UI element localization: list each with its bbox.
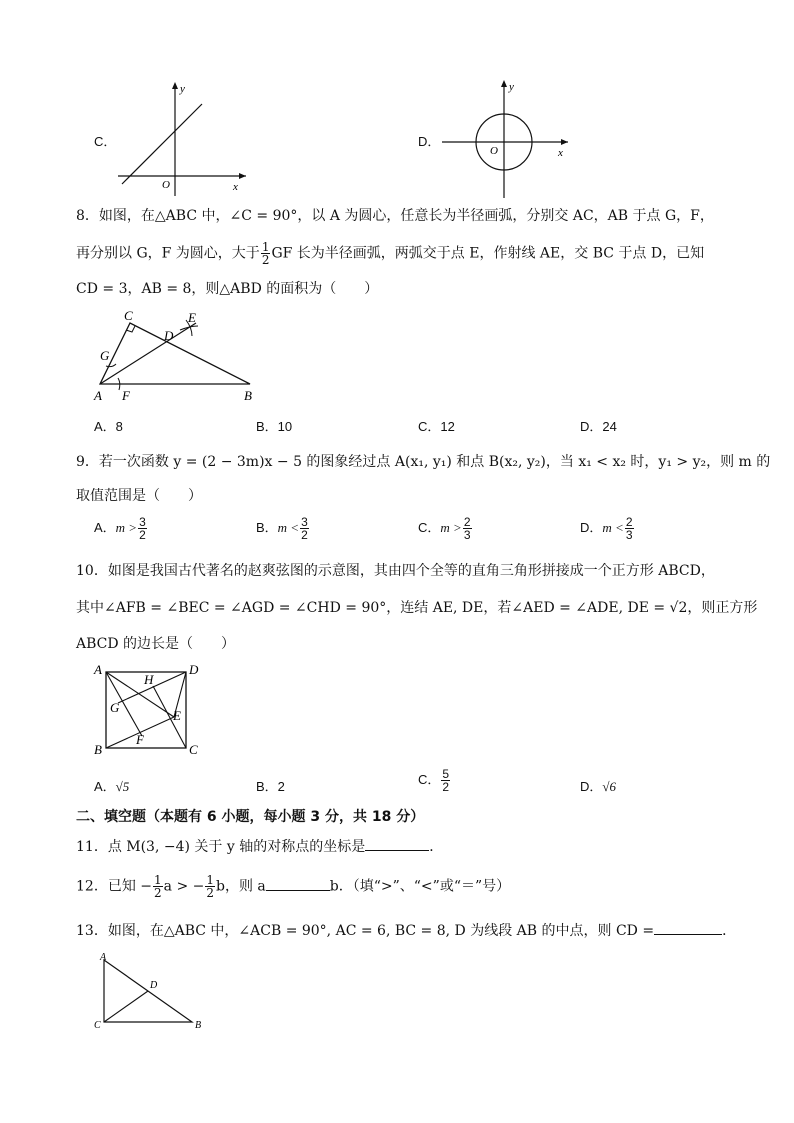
q10-option-a[interactable]: A．√5 (94, 779, 130, 794)
svg-text:G: G (100, 348, 110, 363)
q10-option-d[interactable]: D．√6 (580, 779, 617, 794)
q13-answer-blank[interactable] (654, 920, 722, 935)
q11-text: 11．点 M(3, −4) 关于 y 轴的对称点的坐标是 ． (76, 836, 443, 857)
svg-text:C: C (189, 742, 198, 757)
q9-option-b[interactable]: B．m < $\frac{3}{2}$ (256, 515, 308, 542)
x-axis-arrow (239, 173, 246, 179)
svg-text:B: B (195, 1020, 202, 1031)
origin-label: O (162, 179, 170, 191)
svg-text:C: C (94, 1020, 101, 1031)
q10-line-3: ABCD 的边长是（ ） (76, 636, 236, 652)
q13-text: 13．如图，在△ABC 中，∠ACB = 90°, AC = 6, BC = 8, D 为线段 AB 的中点，则 CD = ． (76, 920, 736, 941)
q12-answer-blank[interactable] (266, 876, 330, 891)
q9-line-2: 取值范围是（ ） (76, 488, 202, 504)
svg-text:A: A (94, 662, 102, 677)
q10-line-2: 其中∠AFB = ∠BEC = ∠AGD = ∠CHD = 90°，连结 AE, DE，若∠AED = ∠ADE, DE = √2，则正方形 (76, 600, 758, 616)
q8-line-3: CD = 3，AB = 8，则△ABD 的面积为（ ） (76, 281, 379, 297)
x-label: x (233, 181, 238, 193)
q8-line-1: 8．如图，在△ABC 中，∠C = 90°，以 A 为圆心，任意长为半径画弧，分别交 AC，AB 于点 G，F， (76, 208, 714, 224)
y-axis-arrow (172, 82, 178, 89)
q9-option-c[interactable]: C．m > $\frac{2}{3}$ (418, 515, 471, 542)
svg-text:x: x (558, 147, 563, 159)
q9-line-1: 9．若一次函数 y = (2 − 3m)x − 5 的图象经过点 A(x₁, y₁) 和点 B(x₂, y₂)，当 x₁ < x₂ 时，y₁ > y₂，则 m 的 (76, 454, 771, 470)
svg-text:G: G (110, 700, 120, 715)
svg-text:E: E (188, 310, 196, 325)
q8-option-c[interactable]: C．12 (418, 419, 455, 434)
svg-text:C: C (124, 308, 133, 323)
q10-line-1: 10．如图是我国古代著名的赵爽弦图的示意图，其由四个全等的直角三角形拼接成一个正方形 ABCD， (76, 563, 715, 579)
svg-text:A: A (100, 952, 107, 963)
svg-text:A: A (94, 388, 102, 403)
q10-option-c[interactable]: C． $\frac{5}{2}$ (418, 767, 450, 794)
q9-option-d[interactable]: D．m < $\frac{2}{3}$ (580, 515, 633, 542)
q11-answer-blank[interactable] (365, 836, 429, 851)
q8-option-a[interactable]: A．8 (94, 419, 123, 434)
svg-text:D: D (164, 328, 174, 343)
svg-text:D: D (150, 980, 158, 991)
svg-text:H: H (144, 672, 154, 687)
graph-line (122, 104, 202, 184)
q8-option-d[interactable]: D．24 (580, 419, 617, 434)
q9-option-a[interactable]: A．m > $\frac{3}{2}$ (94, 515, 146, 542)
svg-text:y: y (509, 81, 514, 93)
q7-option-d-label: D． (418, 134, 441, 149)
q8-figure (88, 306, 268, 404)
svg-text:B: B (94, 742, 102, 757)
q10-figure (90, 660, 210, 760)
svg-text:F: F (136, 732, 144, 747)
svg-text:B: B (244, 388, 252, 403)
q7-graph-d (440, 78, 572, 200)
q7-graph-c (118, 80, 250, 198)
section-heading-fill-blank: 二、填空题（本题有 6 小题，每小题 3 分，共 18 分） (76, 809, 425, 825)
q10-option-b[interactable]: B．2 (256, 779, 285, 794)
q13-figure (92, 950, 212, 1034)
svg-text:D: D (189, 662, 199, 677)
svg-text:E: E (173, 708, 181, 723)
q7-option-c-label: C． (94, 134, 117, 149)
q12-text: 12．已知 − $\frac{1}{2}$ a > − $\frac{1}{2}$ b，则 a b．（填“>”、“<”或“＝”号） (76, 873, 511, 900)
q8-option-b[interactable]: B．10 (256, 419, 293, 434)
svg-text:F: F (122, 388, 130, 403)
y-label: y (180, 83, 185, 95)
svg-text:O: O (490, 145, 498, 157)
q8-line-2: 再分别以 G，F 为圆心，大于 $\frac{1}{2}$ GF 长为半径画弧，两弧交于点 E，作射线 AE，交 BC 于点 D，已知 (76, 240, 705, 267)
